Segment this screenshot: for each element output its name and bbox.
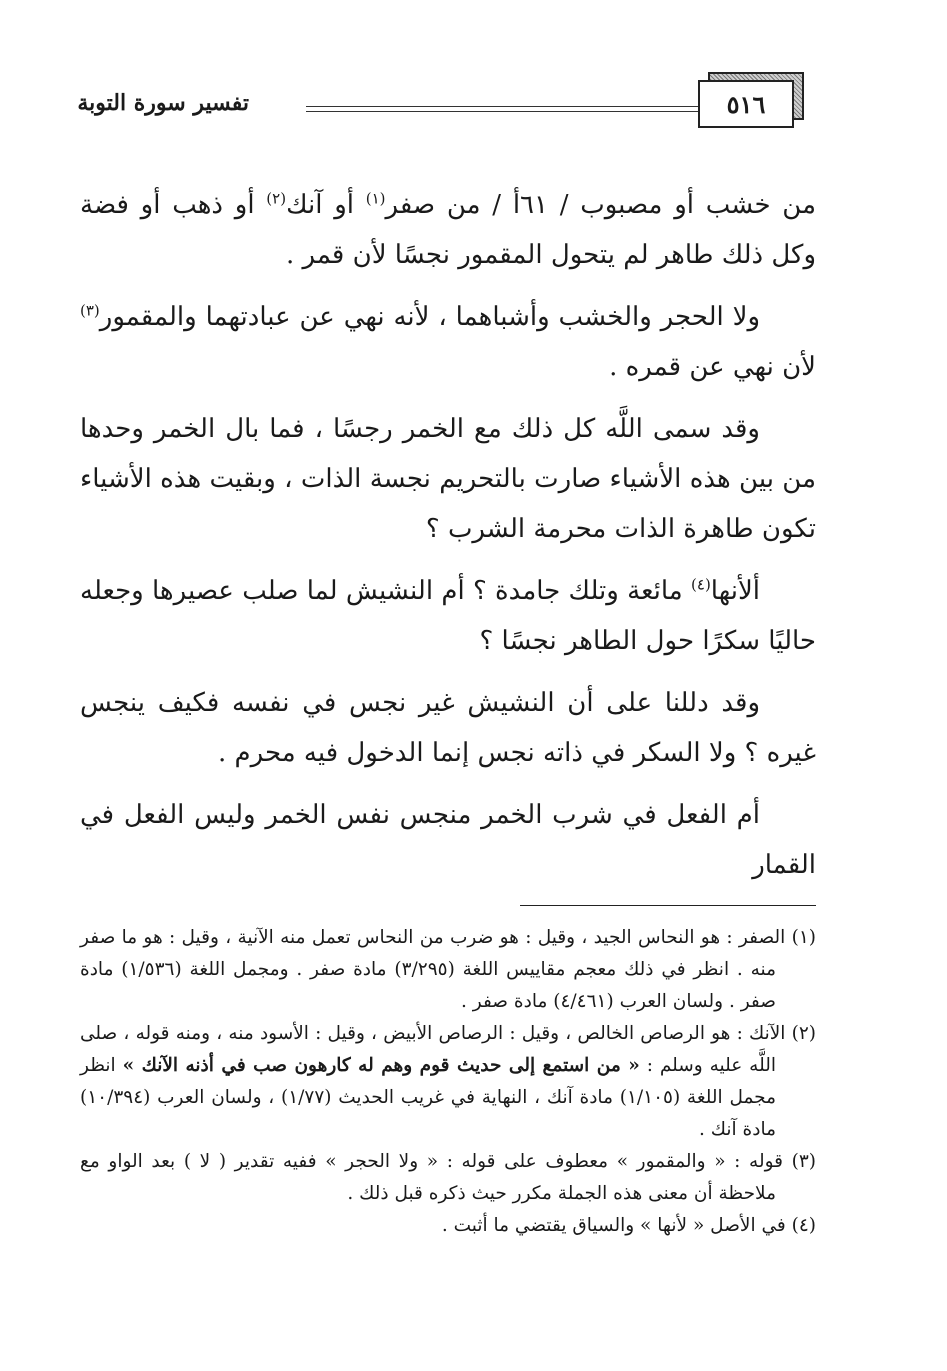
- page-number: ٥١٦: [726, 89, 766, 119]
- footnote-marker: (٤): [691, 575, 711, 594]
- footnote-marker: (١): [365, 189, 386, 208]
- text-run: (١) الصفر : هو النحاس الجيد ، وقيل : هو ضرب من النحاس تعمل منه الآنية ، وقيل : هو ما صفر منه . انظر في ذلك معجم مقاييس اللغة (٣/٢٩٥) مادة صفر . ومجمل اللغة (١/٥٣٦) مادة صفر . ولسان العرب (٤/٤٦١) مادة صفر .: [80, 927, 816, 1012]
- paragraph: [80, 404, 816, 554]
- running-title: تفسير سورة التوبة: [77, 90, 249, 116]
- text-run: (٢) الآنك : هو الرصاص الخالص ، وقيل : الرصاص الأبيض ، وقيل : الأسود منه ، ومنه قوله ، صلى اللَّه عليه وسلم :: [80, 1023, 816, 1076]
- text-run: انظر مجمل اللغة (١/١٠٥) مادة آنك ، النهاية في غريب الحديث (١/٧٧) ، ولسان العرب (١٠/٣٩٤) مادة آنك .: [80, 1055, 777, 1140]
- footnote: [80, 1210, 816, 1242]
- paragraph: [80, 292, 816, 392]
- paragraph: [80, 678, 816, 778]
- paragraph: [80, 180, 816, 280]
- text-run: أم الفعل في شرب الخمر منجس نفس الخمر وليس الفعل في القمار: [80, 800, 816, 880]
- text-run: مائعة وتلك جامدة ؟ أم النشيش لما صلب عصيرها وجعله حاليًا سكرًا حول الطاهر نجسًا ؟: [80, 576, 816, 656]
- hadith-quote: « من استمع إلى حديث قوم وهم له كارهون صب في أذنه الآنك »: [122, 1055, 640, 1076]
- main-text: [80, 180, 816, 902]
- text-run: لأن نهي عن قمره .: [609, 352, 816, 382]
- text-run: وقد دللنا على أن النشيش غير نجس في نفسه فكيف ينجس غيره ؟ ولا السكر في ذاته نجس إنما الدخول فيه محرم .: [80, 688, 816, 768]
- text-run: أو ذهب أو فضة وكل ذلك طاهر لم يتحول المقمور نجسًا لأن قمر .: [80, 190, 816, 270]
- footnote: [80, 1146, 816, 1210]
- footnote-marker: (٣): [80, 301, 100, 320]
- footnote: [80, 922, 816, 1018]
- text-run: أو آنك: [286, 190, 366, 220]
- text-run: من خشب أو مصبوب / ٦١أ / من صفر: [385, 190, 817, 220]
- text-run: وقد سمى اللَّه كل ذلك مع الخمر رجسًا ، فما بال الخمر وحدها من بين هذه الأشياء صارت بالتحريم نجسة الذات ، وبقيت هذه الأشياء تكون طاهرة الذات محرمة الشرب ؟: [80, 414, 816, 544]
- text-run: (٤) في الأصل « لأنها » والسياق يقتضي ما أثبت .: [441, 1215, 816, 1236]
- text-run: ولا الحجر والخشب وأشباهما ، لأنه نهي عن عبادتهما والمقمور: [99, 302, 760, 332]
- text-run: ألأنها: [710, 576, 760, 606]
- header-rule-top: [306, 106, 698, 107]
- footnote: [80, 1018, 816, 1146]
- footnote-marker: (٢): [266, 189, 287, 208]
- footnotes: [80, 922, 816, 1242]
- text-run: (٣) قوله : « والمقمور » معطوف على قوله : « ولا الحجر » ففيه تقدير ( لا ) بعد الواو مع ملاحظة أن معنى هذه الجملة مكرر حيث ذكره قبل ذلك .: [80, 1151, 816, 1204]
- header-rule-bottom: [306, 111, 698, 112]
- paragraph: [80, 566, 816, 666]
- page-number-box: [698, 80, 794, 128]
- footnote-separator: [520, 905, 816, 906]
- paragraph: [80, 790, 816, 890]
